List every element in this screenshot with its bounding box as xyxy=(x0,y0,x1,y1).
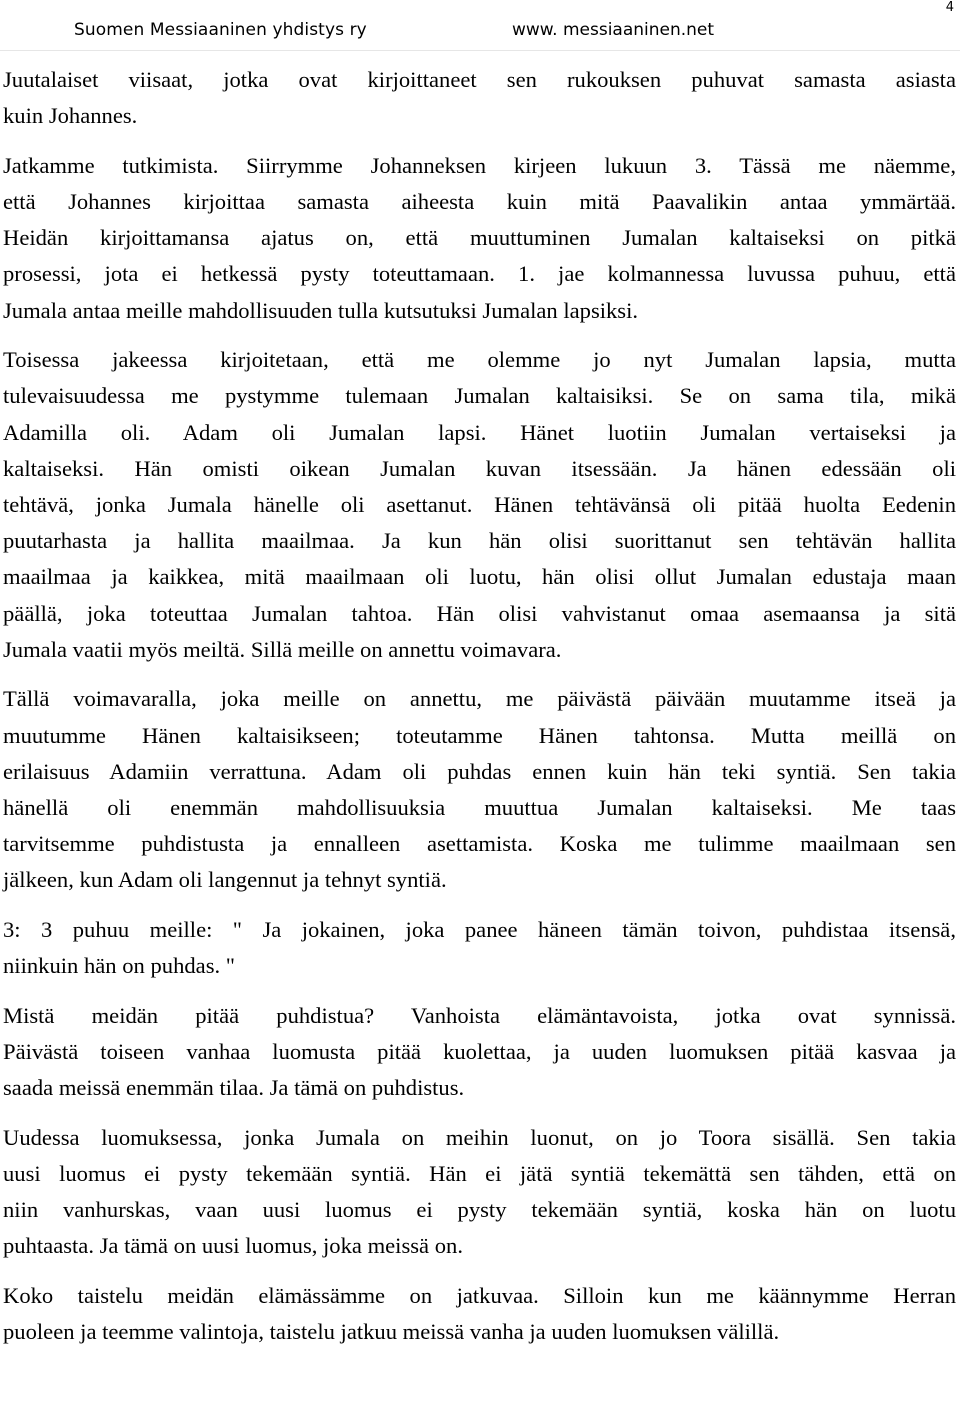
website-url: www. messiaaninen.net xyxy=(512,20,715,40)
text-line: tarvitsemme puhdistusta ja ennalleen asettamista. Koska me tulimme maailmaan sen xyxy=(3,831,956,857)
text-line: niinkuin hän on puhdas. " xyxy=(3,953,236,979)
text-line: erilaisuus Adamiin verrattuna. Adam oli puhdas ennen kuin hän teki syntiä. Sen takia xyxy=(3,758,956,784)
text-line: maailmaa ja kaikkea, mitä maailmaan oli luotu, hän olisi ollut Jumalan edustaja maan xyxy=(3,564,956,590)
paragraph xyxy=(3,342,956,668)
text-line: kuin Johannes. xyxy=(3,103,138,129)
text-line: Mistä meidän pitää puhdistua? Vanhoista elämäntavoista, jotka ovat synnissä. xyxy=(3,1002,956,1028)
text-line: niin vanhurskas, vaan uusi luomus ei pysty tekemään syntiä, koska hän on luotu xyxy=(3,1197,956,1223)
page-header xyxy=(0,0,960,52)
text-line: Toisessa jakeessa kirjoitetaan, että me olemme jo nyt Jumalan lapsia, mutta xyxy=(3,347,956,373)
text-line: uusi luomus ei pysty tekemään syntiä. Hän ei jätä syntiä tekemättä sen tähden, että on xyxy=(3,1161,956,1187)
header-divider xyxy=(0,50,960,51)
text-line: Päivästä toiseen vanhaa luomusta pitää kuolettaa, ja uuden luomuksen pitää kasvaa ja xyxy=(3,1039,956,1065)
text-line: hänellä oli enemmän mahdollisuuksia muuttua Jumalan kaltaiseksi. Me taas xyxy=(3,795,956,821)
paragraph xyxy=(3,1278,956,1350)
paragraph xyxy=(3,62,956,134)
text-line: prosessi, jota ei hetkessä pysty toteuttamaan. 1. jae kolmannessa luvussa puhuu, että xyxy=(3,261,956,287)
text-line: saada meissä enemmän tilaa. Ja tämä on puhdistus. xyxy=(3,1075,465,1101)
text-line: tulevaisuudessa me pystymme tulemaan Jumalan kaltaisiksi. Se on sama tila, mikä xyxy=(3,383,956,409)
text-line: Tällä voimavaralla, joka meille on annettu, me päivästä päivään muutamme itseä ja xyxy=(3,686,956,712)
text-line: muutumme Hänen kaltaisikseen; toteutamme Hänen tahtonsa. Mutta meillä on xyxy=(3,722,956,748)
text-line: Adamilla oli. Adam oli Jumalan lapsi. Hänet luotiin Jumalan vertaiseksi ja xyxy=(3,419,956,445)
text-line: Heidän kirjoittamansa ajatus on, että muuttuminen Jumalan kaltaiseksi on pitkä xyxy=(3,225,956,251)
paragraph xyxy=(3,912,956,984)
text-line: Koko taistelu meidän elämässämme on jatkuvaa. Silloin kun me käännymme Herran xyxy=(3,1283,956,1309)
text-line: että Johannes kirjoittaa samasta aiheesta kuin mitä Paavalikin antaa ymmärtää. xyxy=(3,189,956,214)
organization-name: Suomen Messiaaninen yhdistys ry xyxy=(74,20,367,40)
paragraph xyxy=(3,148,956,329)
text-line: tehtävä, jonka Jumala hänelle oli asettanut. Hänen tehtävänsä oli pitää huolta Eedenin xyxy=(3,492,956,518)
page-number: 4 xyxy=(945,0,954,15)
text-line: jälkeen, kun Adam oli langennut ja tehnyt syntiä. xyxy=(3,867,447,893)
paragraph xyxy=(3,1120,956,1265)
text-line: puutarhasta ja hallita maailmaa. Ja kun hän olisi suorittanut sen tehtävän hallita xyxy=(3,528,956,554)
paragraph xyxy=(3,998,956,1107)
text-line: puoleen ja teemme valintoja, taistelu jatkuu meissä vanha ja uuden luomuksen välillä. xyxy=(3,1319,780,1345)
text-line: Juutalaiset viisaat, jotka ovat kirjoittaneet sen rukouksen puhuvat samasta asiasta xyxy=(3,67,956,92)
paragraph xyxy=(3,681,956,898)
text-line: puhtaasta. Ja tämä on uusi luomus, joka meissä on. xyxy=(3,1233,463,1259)
text-line: Jatkamme tutkimista. Siirrymme Johanneksen kirjeen lukuun 3. Tässä me näemme, xyxy=(3,152,956,178)
text-line: Jumala vaatii myös meiltä. Sillä meille on annettu voimavara. xyxy=(3,636,562,662)
text-line: Uudessa luomuksessa, jonka Jumala on meihin luonut, on jo Toora sisällä. Sen takia xyxy=(3,1124,956,1150)
text-line: kaltaiseksi. Hän omisti oikean Jumalan kuvan itsessään. Ja hänen edessään oli xyxy=(3,455,956,481)
text-line: Jumala antaa meille mahdollisuuden tulla kutsutuksi Jumalan lapsiksi. xyxy=(3,297,639,323)
document-body xyxy=(3,62,956,1364)
text-line: 3: 3 puhuu meille: " Ja jokainen, joka panee häneen tämän toivon, puhdistaa itsensä, xyxy=(3,917,956,943)
text-line: päällä, joka toteuttaa Jumalan tahtoa. Hän olisi vahvistanut omaa asemaansa ja sitä xyxy=(3,600,956,626)
